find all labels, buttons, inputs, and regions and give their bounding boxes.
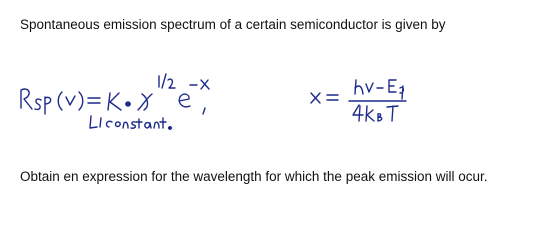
formula-rsp-nu <box>21 74 209 114</box>
constant-note <box>90 116 171 129</box>
question-text: Obtain en expression for the wavelength for which the peak emission will ocur. <box>20 169 488 184</box>
x-definition <box>311 80 406 121</box>
problem-statement: Spontaneous emission spectrum of a certain semiconductor is given by <box>20 17 446 32</box>
